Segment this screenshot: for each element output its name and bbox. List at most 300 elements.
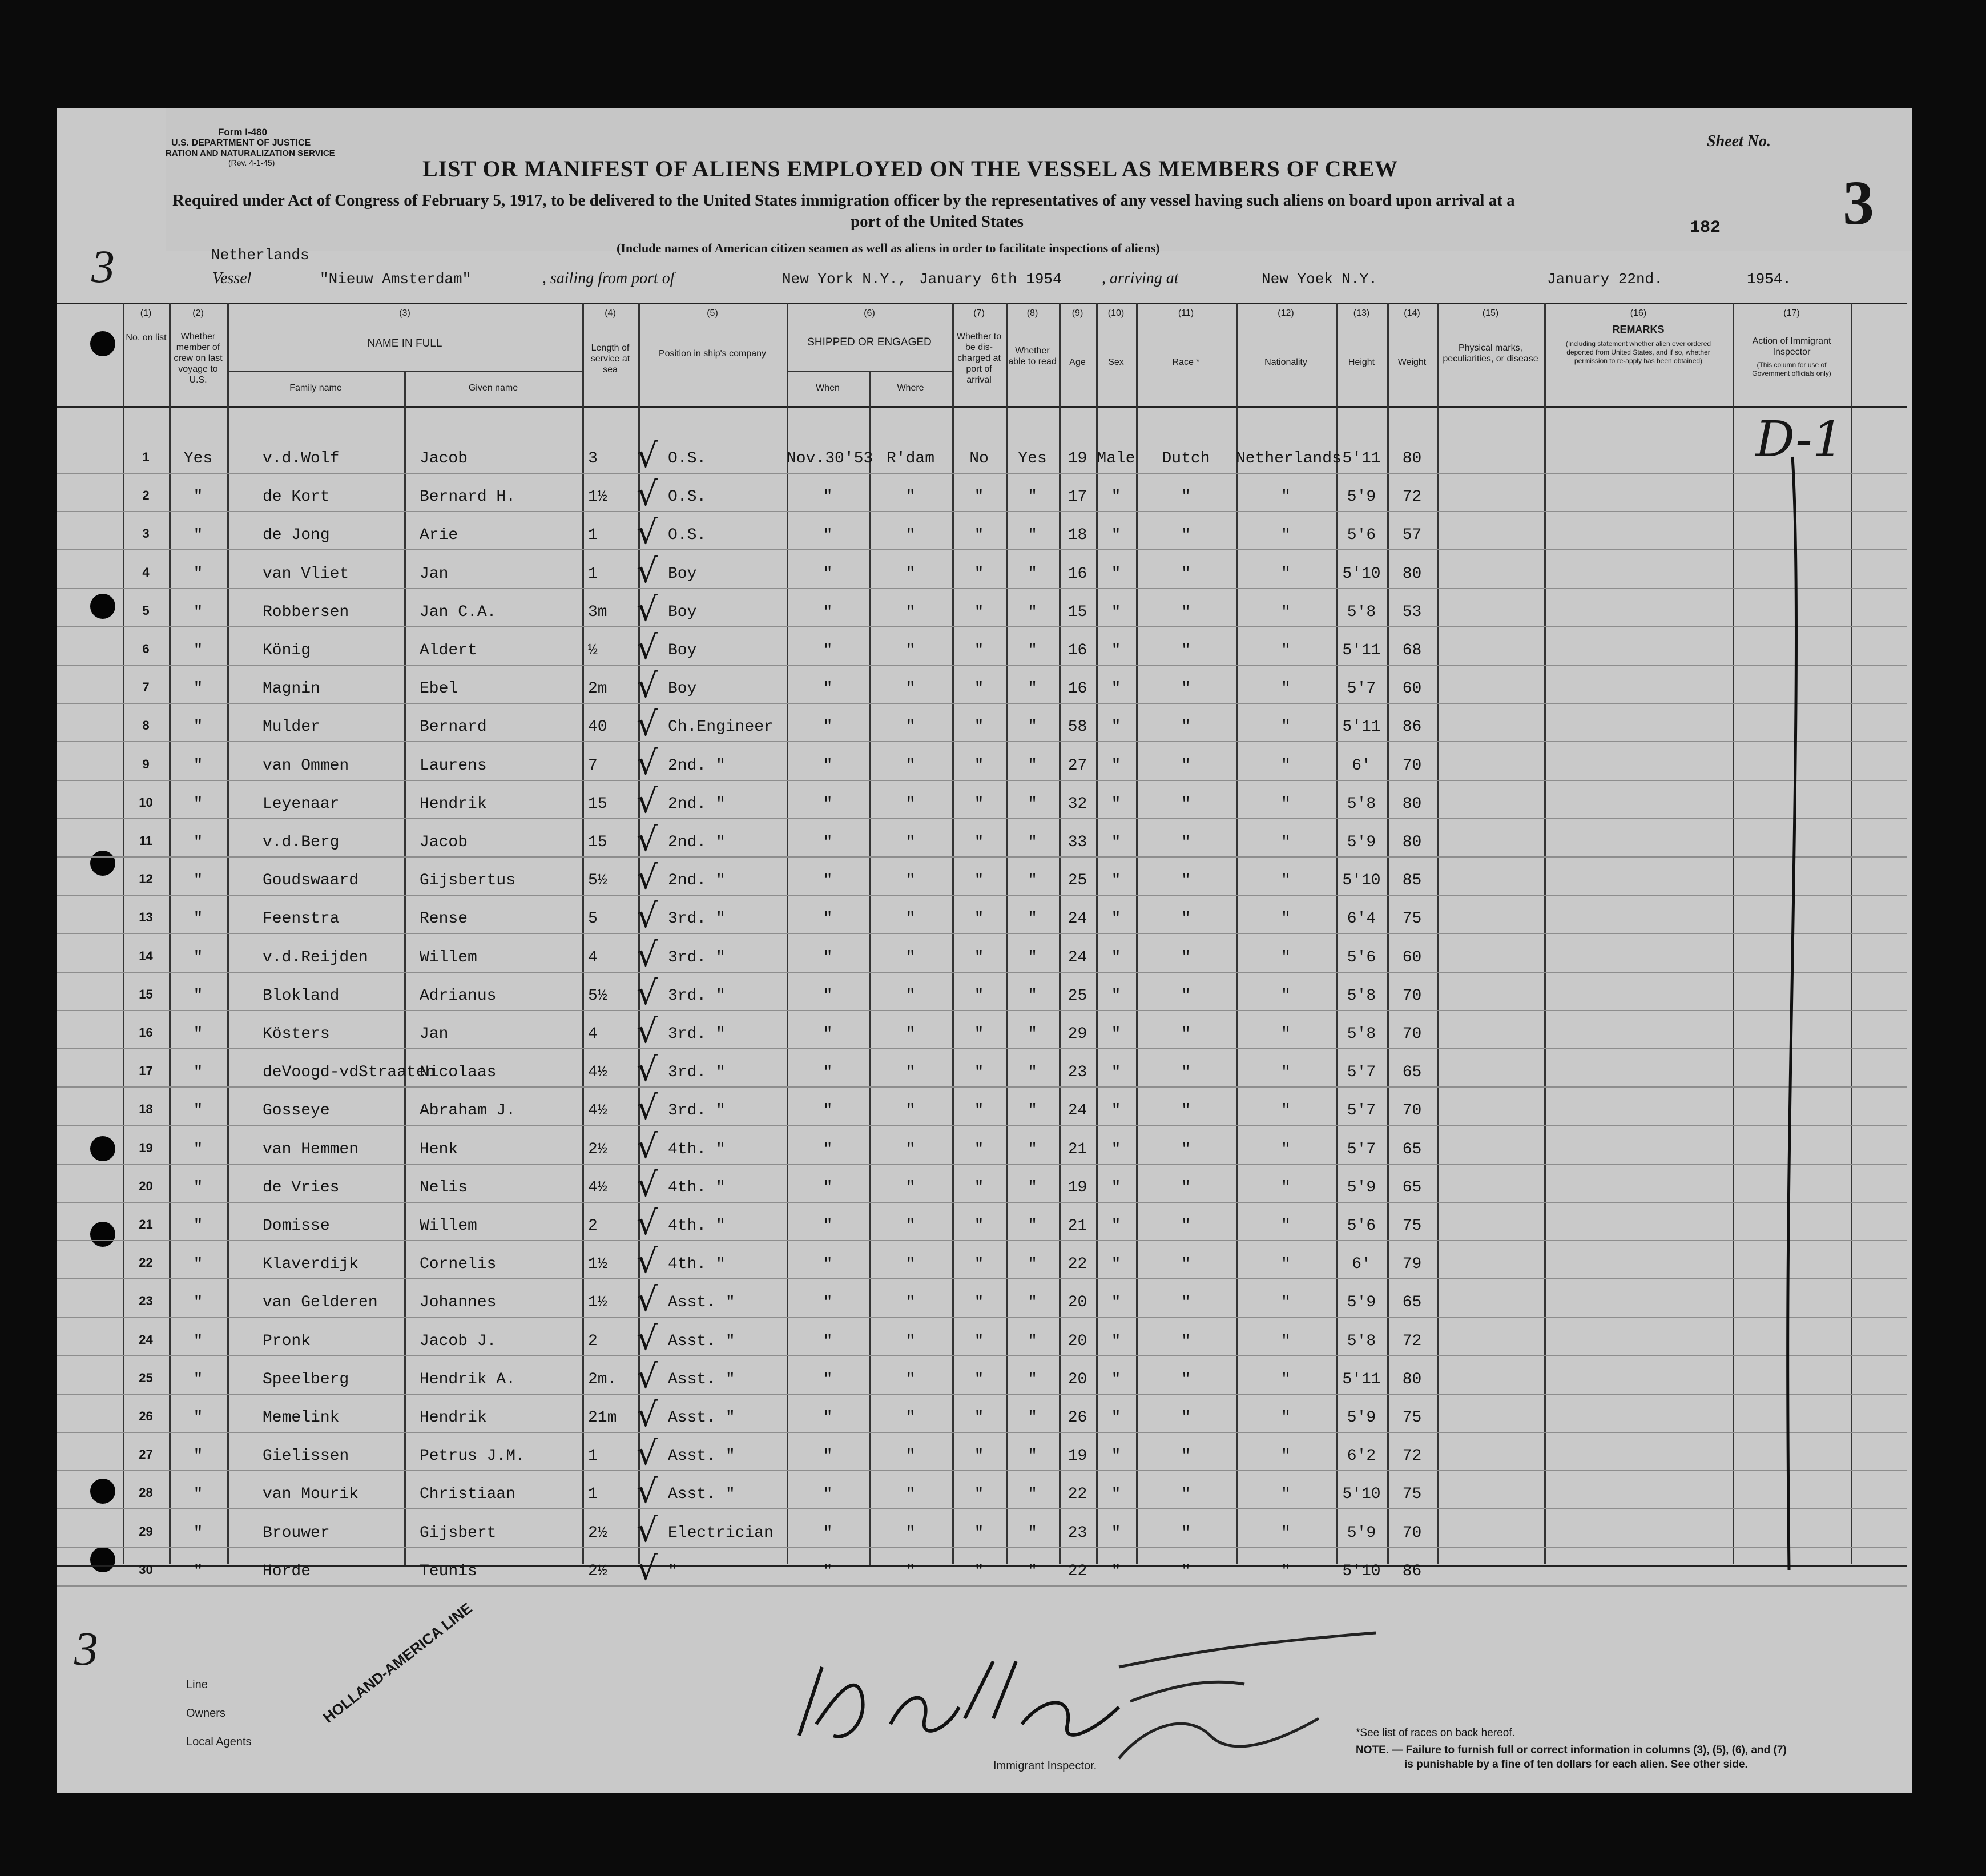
cell-height: 5'10 — [1342, 1562, 1381, 1580]
cell-given: Jan — [420, 1025, 449, 1043]
cell-race: " — [1181, 1447, 1191, 1466]
cell-age: 16 — [1067, 642, 1087, 659]
cell-given: Christiaan — [420, 1485, 516, 1504]
cell-race: " — [1181, 1562, 1191, 1580]
cell-weight: 80 — [1402, 795, 1422, 813]
cell-weight: 65 — [1402, 1294, 1422, 1312]
cell-family: Gielissen — [263, 1447, 349, 1466]
cell-height: 5'9 — [1347, 1524, 1376, 1542]
cell-nationality: " — [1281, 1562, 1291, 1580]
cell-weight: 80 — [1402, 450, 1422, 468]
cell-discharged: " — [974, 1217, 984, 1235]
cell-read: " — [1028, 910, 1037, 928]
cell-crew: " — [193, 1294, 203, 1312]
row-rule — [57, 1278, 1907, 1279]
cell-nationality: " — [1281, 1370, 1291, 1388]
sailing-label: , sailing from port of — [542, 269, 675, 287]
revision: (Rev. 4-1-45) — [228, 158, 275, 167]
cell-position: Asst. " — [668, 1370, 735, 1388]
cell-given: Hendrik A. — [420, 1370, 516, 1388]
cell-height: 5'10 — [1342, 565, 1381, 583]
cell-weight: 65 — [1402, 1140, 1422, 1158]
cell-no: 13 — [139, 910, 153, 925]
cell-race: " — [1181, 1025, 1191, 1043]
cell-weight: 57 — [1402, 526, 1422, 545]
table-row — [0, 474, 1986, 515]
punch-hole — [90, 331, 115, 356]
cell-given: Henk — [420, 1140, 458, 1158]
cell-read: " — [1028, 1178, 1037, 1197]
table-row — [0, 1356, 1986, 1398]
cell-no: 20 — [139, 1178, 153, 1193]
cell-nationality: " — [1281, 910, 1291, 928]
cell-when: " — [823, 987, 833, 1005]
cell-discharged: No — [969, 450, 989, 468]
cell-crew: " — [193, 565, 203, 583]
cell-where: " — [905, 718, 916, 736]
cell-discharged: " — [974, 680, 984, 698]
table-row — [0, 1244, 1986, 1282]
arrival-port: New Yoek N.Y. — [1262, 271, 1377, 288]
cell-discharged: " — [974, 526, 984, 545]
table-row — [0, 1436, 1986, 1474]
cell-sex: " — [1111, 526, 1121, 545]
cell-when: " — [823, 1025, 833, 1043]
cell-age: 32 — [1067, 795, 1087, 813]
cell-where: " — [905, 488, 916, 506]
col-8-number: (8) — [1026, 308, 1038, 318]
cell-family: v.d.Wolf — [263, 450, 340, 468]
cell-family: Leyenaar — [263, 795, 340, 813]
cell-no: 21 — [139, 1217, 153, 1231]
table-row — [0, 973, 1986, 1014]
holland-america-stamp: HOLLAND-AMERICA LINE — [320, 1599, 476, 1726]
table-row — [0, 515, 1986, 553]
cell-where: " — [905, 1332, 916, 1350]
cell-given: Ebel — [420, 680, 458, 698]
cell-age: 24 — [1067, 1102, 1087, 1120]
cell-discharged: " — [974, 1332, 984, 1350]
cell-race: " — [1181, 1255, 1191, 1274]
cell-when: " — [823, 1140, 833, 1158]
cell-weight: 68 — [1402, 642, 1422, 659]
cell-when: " — [823, 872, 833, 890]
cell-sex: " — [1111, 1485, 1121, 1504]
cell-nationality: " — [1281, 1294, 1291, 1312]
cell-age: 21 — [1067, 1140, 1087, 1158]
cell-sex: Male — [1097, 450, 1135, 468]
cell-where: " — [905, 1447, 916, 1466]
cell-race: Dutch — [1162, 450, 1210, 468]
row-rule — [57, 780, 1907, 781]
col-5-number: (5) — [707, 308, 718, 318]
cell-no: 24 — [139, 1332, 153, 1347]
cell-sex: " — [1111, 1294, 1121, 1312]
col-6b-header: Where — [897, 383, 924, 393]
check-mark-icon: √ — [637, 1165, 658, 1204]
col-3-number: (3) — [399, 308, 410, 318]
cell-where: " — [905, 1409, 916, 1427]
cell-no: 2 — [142, 488, 150, 503]
note-line-2: is punishable by a fine of ten dollars for each alien. See other side. — [1404, 1758, 1748, 1770]
cell-read: " — [1028, 756, 1037, 775]
cell-given: Aldert — [420, 642, 477, 659]
cell-position: 3rd. " — [668, 1064, 726, 1082]
cell-nationality: " — [1281, 526, 1291, 545]
cell-read: " — [1028, 834, 1037, 851]
table-row — [0, 1395, 1986, 1436]
cell-given: Nelis — [420, 1178, 468, 1197]
check-mark-icon: √ — [637, 858, 658, 897]
cell-discharged: " — [974, 1562, 984, 1580]
cell-when: Nov.30'53 — [787, 450, 873, 468]
cell-nationality: " — [1281, 1140, 1291, 1158]
cell-when: " — [823, 565, 833, 583]
cell-family: Mulder — [263, 718, 320, 736]
cell-read: " — [1028, 1447, 1037, 1466]
check-mark-icon: √ — [637, 704, 658, 744]
cell-position: Boy — [668, 603, 697, 621]
cell-crew: " — [193, 1524, 203, 1542]
cell-race: " — [1181, 1524, 1191, 1542]
cell-given: Gijsbertus — [420, 872, 516, 890]
cell-race: " — [1181, 1294, 1191, 1312]
cell-age: 17 — [1067, 488, 1087, 506]
cell-no: 18 — [139, 1102, 153, 1117]
cell-no: 6 — [142, 642, 150, 656]
check-mark-icon: √ — [637, 896, 658, 936]
cell-position: 4th. " — [668, 1178, 726, 1197]
cell-family: van Gelderen — [263, 1294, 378, 1312]
cell-where: " — [905, 603, 916, 621]
row-rule — [57, 1048, 1907, 1049]
cell-age: 29 — [1067, 1025, 1087, 1043]
col-2-number: (2) — [192, 308, 204, 318]
cell-weight: 80 — [1402, 834, 1422, 851]
cell-where: " — [905, 834, 916, 851]
cell-position: Ch.Engineer — [668, 718, 774, 736]
service: RATION AND NATURALIZATION SERVICE — [166, 148, 335, 158]
subtitle-line-1: Required under Act of Congress of February 5, 1917, to be delivered to the United States immigration officer by the representatives of any vessel having such aliens on board upon arrival at a — [172, 191, 1515, 210]
cell-race: " — [1181, 910, 1191, 928]
cell-given: Teunis — [420, 1562, 477, 1580]
cell-family: deVoogd-vdStraaten — [263, 1064, 436, 1082]
table-row — [0, 551, 1986, 592]
cell-given: Hendrik — [420, 795, 487, 813]
cell-where: " — [905, 756, 916, 775]
cell-position: 3rd. " — [668, 1025, 726, 1043]
cell-weight: 70 — [1402, 1025, 1422, 1043]
cell-age: 15 — [1067, 603, 1087, 621]
cell-nationality: " — [1281, 1255, 1291, 1274]
check-mark-icon: √ — [637, 1510, 658, 1549]
cell-age: 22 — [1067, 1485, 1087, 1504]
cell-read: " — [1028, 1064, 1037, 1082]
cell-race: " — [1181, 795, 1191, 813]
cell-read: " — [1028, 488, 1037, 506]
cell-race: " — [1181, 642, 1191, 659]
cell-height: 5'10 — [1342, 1485, 1381, 1504]
cell-nationality: " — [1281, 565, 1291, 583]
cell-family: Brouwer — [263, 1524, 330, 1542]
cell-race: " — [1181, 1409, 1191, 1427]
cell-nationality: " — [1281, 1102, 1291, 1120]
cell-crew: " — [193, 1255, 203, 1274]
cell-crew: " — [193, 795, 203, 813]
cell-read: " — [1028, 642, 1037, 659]
cell-discharged: " — [974, 1255, 984, 1274]
check-mark-icon: √ — [637, 1088, 658, 1128]
cell-when: " — [823, 1409, 833, 1427]
cell-given: Gijsbert — [420, 1524, 497, 1542]
cell-height: 5'7 — [1347, 1140, 1376, 1158]
cell-discharged: " — [974, 1025, 984, 1043]
cell-age: 18 — [1067, 526, 1087, 545]
cell-family: Blokland — [263, 987, 340, 1005]
cell-sex: " — [1111, 1562, 1121, 1580]
cell-nationality: " — [1281, 1025, 1291, 1043]
cell-given: Cornelis — [420, 1255, 497, 1274]
cell-discharged: " — [974, 1524, 984, 1542]
row-rule — [57, 1547, 1907, 1548]
cell-crew: " — [193, 1370, 203, 1388]
row-rule — [57, 933, 1907, 934]
col-16-note: (Including statement whether alien ever ordered deported from United States, and if so, whether permission to re-apply has been obtained) — [1565, 340, 1711, 365]
cell-family: Gosseye — [263, 1102, 330, 1120]
cell-no: 19 — [139, 1140, 153, 1155]
row-rule — [57, 1585, 1907, 1587]
col-9-header: Age — [1069, 357, 1086, 367]
cell-crew: " — [193, 1140, 203, 1158]
col-6-number: (6) — [864, 308, 875, 318]
cell-age: 23 — [1067, 1064, 1087, 1082]
owners-label: Owners — [186, 1707, 225, 1720]
cell-sex: " — [1111, 1102, 1121, 1120]
cell-family: Horde — [263, 1562, 311, 1580]
cell-position: Boy — [668, 642, 697, 659]
check-mark-icon: √ — [637, 1318, 658, 1358]
cell-family: Klaverdijk — [263, 1255, 359, 1274]
cell-crew: " — [193, 526, 203, 545]
cell-weight: 75 — [1402, 1217, 1422, 1235]
cell-nationality: " — [1281, 1178, 1291, 1197]
cell-discharged: " — [974, 987, 984, 1005]
cell-sex: " — [1111, 718, 1121, 736]
cell-nationality: " — [1281, 756, 1291, 775]
cell-service: 3 — [588, 450, 598, 468]
cell-crew: " — [193, 1102, 203, 1120]
cell-weight: 60 — [1402, 948, 1422, 967]
cell-no: 11 — [139, 834, 153, 848]
cell-discharged: " — [974, 1485, 984, 1504]
cell-where: " — [905, 1140, 916, 1158]
cell-height: 5'6 — [1347, 948, 1376, 967]
cell-crew: " — [193, 642, 203, 659]
row-rule — [57, 549, 1907, 550]
cell-position: 2nd. " — [668, 756, 726, 775]
cell-when: " — [823, 1102, 833, 1120]
cell-read: " — [1028, 1255, 1037, 1274]
cell-position: Asst. " — [668, 1332, 735, 1350]
cell-race: " — [1181, 1332, 1191, 1350]
cell-crew: " — [193, 948, 203, 967]
table-row — [0, 438, 1986, 477]
row-rule — [57, 511, 1907, 512]
cell-weight: 65 — [1402, 1178, 1422, 1197]
col-9-number: (9) — [1071, 308, 1083, 318]
cell-family: de Kort — [263, 488, 330, 506]
col-17-number: (17) — [1783, 308, 1800, 318]
cell-no: 22 — [139, 1255, 153, 1270]
cell-discharged: " — [974, 910, 984, 928]
cell-service: 2 — [588, 1217, 598, 1235]
cell-position: Electrician — [668, 1524, 774, 1542]
cell-read: " — [1028, 1409, 1037, 1427]
cell-discharged: " — [974, 565, 984, 583]
cell-given: Petrus J.M. — [420, 1447, 525, 1466]
cell-height: 5'8 — [1347, 1025, 1376, 1043]
cell-read: " — [1028, 1562, 1037, 1580]
cell-service: 1½ — [588, 488, 607, 506]
cell-nationality: " — [1281, 795, 1291, 813]
races-note: *See list of races on back hereof. — [1356, 1727, 1515, 1739]
cell-crew: " — [193, 680, 203, 698]
cell-read: " — [1028, 1485, 1037, 1504]
cell-height: 5'7 — [1347, 680, 1376, 698]
table-row — [0, 1052, 1986, 1090]
cell-height: 5'11 — [1342, 642, 1381, 659]
check-mark-icon: √ — [637, 1203, 658, 1242]
cell-race: " — [1181, 834, 1191, 851]
cell-read: " — [1028, 1332, 1037, 1350]
check-mark-icon: √ — [637, 1012, 658, 1050]
cell-given: Nicolaas — [420, 1064, 497, 1082]
row-rule — [57, 741, 1907, 742]
cell-race: " — [1181, 680, 1191, 698]
cell-service: 3m — [588, 603, 607, 621]
cell-position: " — [668, 1562, 678, 1580]
cell-nationality: " — [1281, 1332, 1291, 1350]
subtitle-line-3: (Include names of American citizen seamen as well as aliens in order to facilitate inspections of aliens) — [617, 241, 1160, 255]
cell-where: " — [905, 526, 916, 545]
cell-family: van Vliet — [263, 565, 349, 583]
cell-when: " — [823, 1370, 833, 1388]
cell-sex: " — [1111, 1332, 1121, 1350]
col-5-header: Position in ship's company — [658, 349, 767, 359]
cell-crew: Yes — [183, 450, 213, 468]
stamped-number: 182 — [1690, 218, 1721, 237]
check-mark-icon: √ — [637, 1548, 658, 1588]
col-11-number: (11) — [1178, 308, 1194, 318]
cell-where: " — [905, 1102, 916, 1120]
cell-where: " — [905, 1255, 916, 1274]
cell-service: ½ — [588, 642, 598, 659]
cell-crew: " — [193, 1025, 203, 1043]
col-16-number: (16) — [1630, 308, 1647, 318]
cell-position: 4th. " — [668, 1217, 726, 1235]
check-mark-icon: √ — [637, 973, 658, 1012]
check-mark-icon: √ — [637, 1434, 658, 1473]
note-line-1: NOTE. — Failure to furnish full or correct information in columns (3), (5), (6), and (7) — [1356, 1744, 1787, 1756]
cell-no: 17 — [139, 1064, 153, 1078]
cell-position: Asst. " — [668, 1485, 735, 1504]
cell-no: 4 — [142, 565, 150, 579]
cell-read: Yes — [1018, 450, 1047, 468]
col-11-header: Race * — [1172, 357, 1200, 367]
cell-crew: " — [193, 1178, 203, 1197]
cell-when: " — [823, 1447, 833, 1466]
check-mark-icon: √ — [637, 1395, 658, 1434]
cell-nationality: Netherlands — [1236, 450, 1342, 468]
cell-race: " — [1181, 1140, 1191, 1158]
vessel-name: "Nieuw Amsterdam" — [320, 271, 472, 288]
cell-family: Domisse — [263, 1217, 330, 1235]
cell-no: 14 — [139, 948, 153, 963]
cell-where: " — [905, 1294, 916, 1312]
check-mark-icon: √ — [637, 436, 658, 475]
cell-when: " — [823, 718, 833, 736]
cell-height: 5'11 — [1342, 1370, 1381, 1388]
cell-family: van Ommen — [263, 756, 349, 775]
col-12-header: Nationality — [1264, 357, 1307, 367]
cell-no: 23 — [139, 1294, 153, 1309]
cell-discharged: " — [974, 642, 984, 659]
cell-nationality: " — [1281, 642, 1291, 659]
cell-where: " — [905, 1485, 916, 1504]
row-rule — [57, 1125, 1907, 1126]
table-row — [0, 1203, 1986, 1244]
row-rule — [57, 473, 1907, 474]
cell-position: 2nd. " — [668, 872, 726, 890]
cell-nationality: " — [1281, 1064, 1291, 1082]
cell-given: Jacob — [420, 834, 468, 851]
row-rule — [57, 1394, 1907, 1395]
cell-where: " — [905, 565, 916, 583]
vessel-label: Vessel — [212, 269, 252, 287]
cell-race: " — [1181, 718, 1191, 736]
cell-sex: " — [1111, 1255, 1121, 1274]
cell-when: " — [823, 795, 833, 813]
cell-position: O.S. — [668, 488, 707, 506]
cell-sex: " — [1111, 987, 1121, 1005]
cell-crew: " — [193, 1447, 203, 1466]
cell-race: " — [1181, 948, 1191, 967]
cell-when: " — [823, 1332, 833, 1350]
cell-no: 16 — [139, 1025, 153, 1040]
subtitle-line-2: port of the United States — [851, 212, 1024, 231]
cell-family: van Hemmen — [263, 1140, 359, 1158]
cell-weight: 70 — [1402, 987, 1422, 1005]
table-row — [0, 896, 1986, 937]
cell-weight: 60 — [1402, 680, 1422, 698]
cell-height: 5'6 — [1347, 526, 1376, 545]
cell-no: 7 — [142, 680, 150, 695]
cell-read: " — [1028, 795, 1037, 813]
col-8-header: Whether able to read — [1008, 346, 1057, 367]
cell-where: " — [905, 1025, 916, 1043]
cell-when: " — [823, 834, 833, 851]
cell-service: 15 — [588, 834, 607, 851]
table-row — [0, 1548, 1986, 1589]
cell-when: " — [823, 1562, 833, 1580]
cell-service: 2½ — [588, 1562, 607, 1580]
cell-nationality: " — [1281, 680, 1291, 698]
departure-date: January 6th 1954 — [919, 271, 1062, 288]
cell-position: 3rd. " — [668, 948, 726, 967]
cell-crew: " — [193, 1217, 203, 1235]
col-4-number: (4) — [605, 308, 616, 318]
cell-read: " — [1028, 680, 1037, 698]
